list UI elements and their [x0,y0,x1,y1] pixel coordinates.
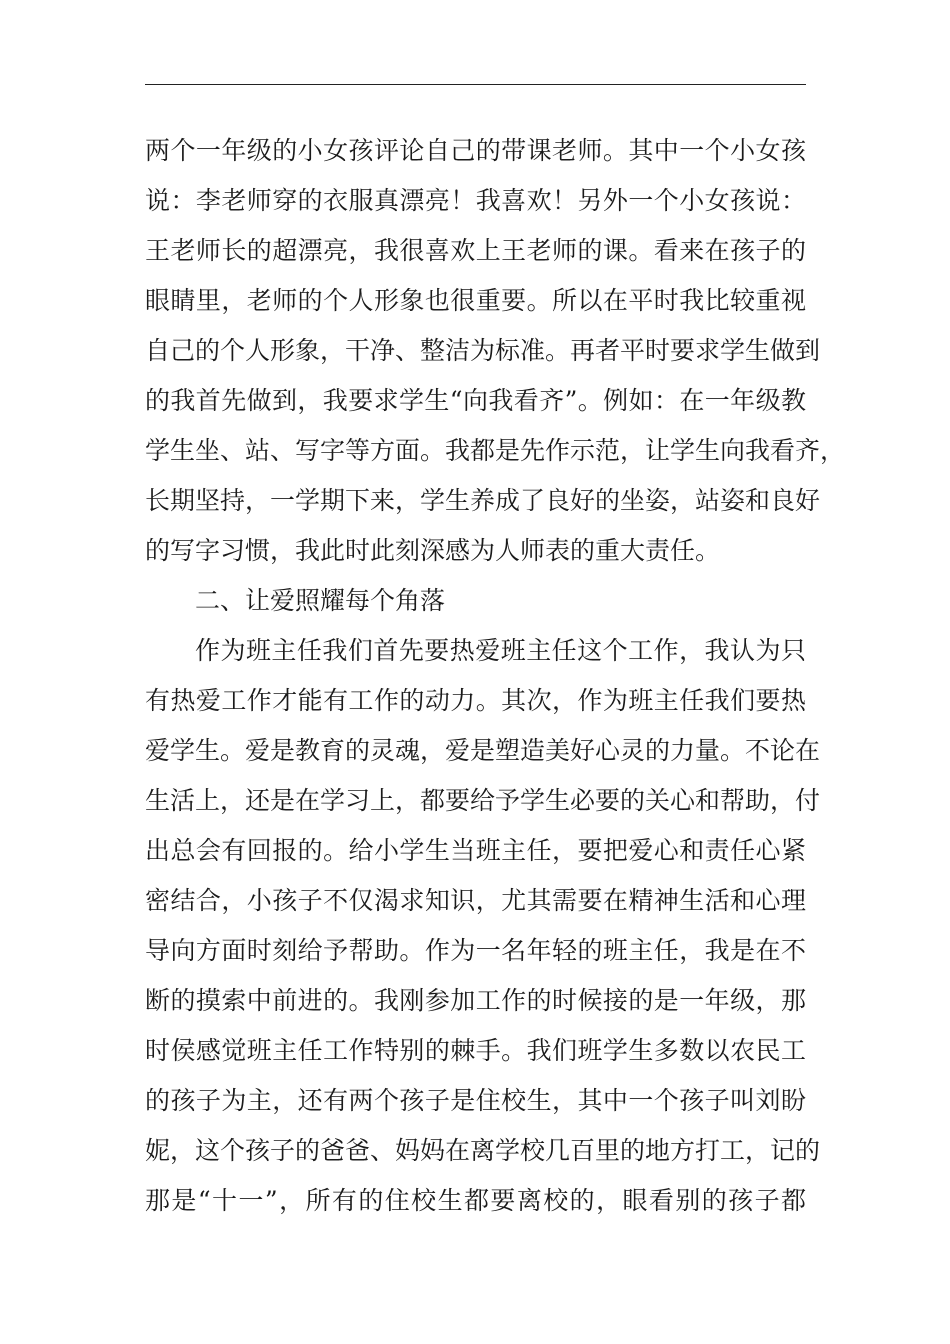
text-line: 眼睛里，老师的个人形象也很重要。所以在平时我比较重视 [145,286,806,315]
header-rule [145,84,806,85]
text-line: 学生坐、站、写字等方面。我都是先作示范，让学生向我看齐， [145,436,846,465]
text-line: 长期坚持，一学期下来，学生养成了良好的坐姿，站姿和良好 [145,486,821,515]
text-line: 断的摸索中前进的。我刚参加工作的时候接的是一年级，那 [145,986,806,1015]
text-line: 爱学生。爱是教育的灵魂，爱是塑造美好心灵的力量。不论在 [145,736,821,765]
text-line: 那是“十一”，所有的住校生都要离校的，眼看别的孩子都 [145,1186,806,1215]
body-text [145,126,846,1226]
text-line: 时侯感觉班主任工作特别的棘手。我们班学生多数以农民工 [145,1036,806,1065]
text-line: 的我首先做到，我要求学生“向我看齐”。例如：在一年级教 [145,386,806,415]
text-line: 生活上，还是在学习上，都要给予学生必要的关心和帮助，付 [145,786,821,815]
text-line: 两个一年级的小女孩评论自己的带课老师。其中一个小女孩 [145,136,806,165]
text-line: 自己的个人形象，干净、整洁为标准。再者平时要求学生做到 [145,336,821,365]
text-line: 妮，这个孩子的爸爸、妈妈在离学校几百里的地方打工，记的 [145,1136,821,1165]
text-line: 密结合，小孩子不仅渴求知识，尤其需要在精神生活和心理 [145,886,806,915]
text-line: 作为班主任我们首先要热爱班主任这个工作，我认为只 [195,636,806,665]
text-line: 有热爱工作才能有工作的动力。其次，作为班主任我们要热 [145,686,806,715]
section-heading: 二、让爱照耀每个角落 [195,586,446,615]
text-line: 的写字习惯，我此时此刻深感为人师表的重大责任。 [145,536,721,565]
text-line: 出总会有回报的。给小学生当班主任，要把爱心和责任心紧 [145,836,806,865]
text-line: 的孩子为主，还有两个孩子是住校生，其中一个孩子叫刘盼 [145,1086,806,1115]
text-line: 说：李老师穿的衣服真漂亮！我喜欢！另外一个小女孩说： [145,186,806,215]
text-line: 王老师长的超漂亮，我很喜欢上王老师的课。看来在孩子的 [145,236,806,265]
text-line: 导向方面时刻给予帮助。作为一名年轻的班主任，我是在不 [145,936,806,965]
